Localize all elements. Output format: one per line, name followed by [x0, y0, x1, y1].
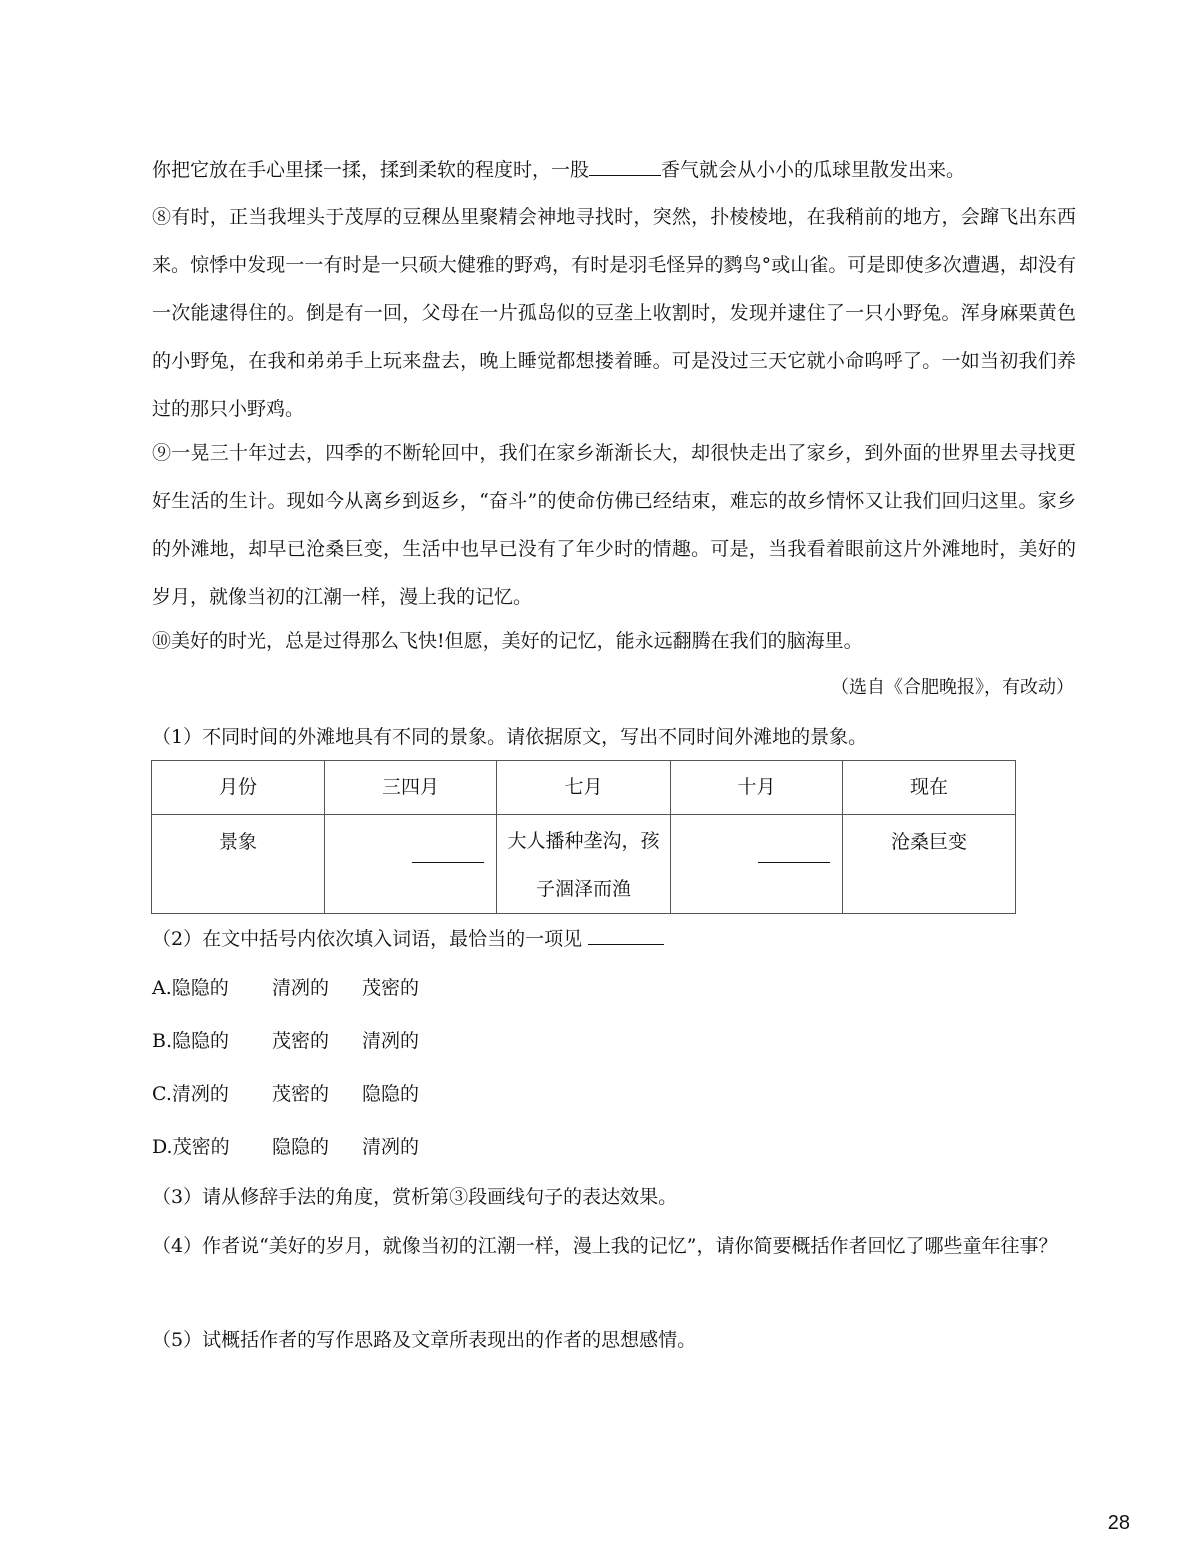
question-1: （1）不同时间的外滩地具有不同的景象。请依据原文，写出不同时间外滩地的景象。	[152, 726, 868, 748]
option-word: C.清冽的	[152, 1083, 229, 1105]
option-d	[152, 1127, 419, 1167]
question-4: （4）作者说“美好的岁月，就像当初的江潮一样，漫上我的记忆”，请你简要概括作者回忆了哪些童年往事？	[152, 1235, 1058, 1257]
option-word: B.隐隐的	[152, 1030, 230, 1052]
table-cell-july: 大人播种垄沟，孩子涸泽而渔	[497, 815, 671, 914]
page-number: 28	[1107, 1512, 1130, 1534]
fill-blank	[758, 840, 830, 863]
table-header-cell: 十月	[671, 761, 843, 815]
table-row	[152, 815, 1016, 914]
fill-blank	[589, 153, 661, 176]
fill-blank	[412, 840, 484, 863]
table-header-cell: 现在	[843, 761, 1016, 815]
fill-blank	[588, 922, 664, 945]
option-word: 隐隐的	[362, 1083, 420, 1105]
option-word: 隐隐的	[272, 1136, 330, 1158]
source-note: （选自《合肥晚报》，有改动）	[831, 677, 1074, 698]
option-b	[152, 1021, 419, 1061]
table-row-label: 景象	[152, 815, 325, 914]
option-word: 清冽的	[362, 1136, 420, 1158]
paragraph-7-text-after: 香气就会从小小的瓜球里散发出来。	[661, 159, 966, 181]
option-c	[152, 1074, 419, 1114]
paragraph-7-text-before: 你把它放在手心里揉一揉，揉到柔软的程度时，一股	[152, 159, 590, 181]
option-word: A.隐隐的	[152, 977, 229, 999]
scene-table	[151, 760, 1016, 914]
table-cell-now: 沧桑巨变	[843, 815, 1016, 914]
paragraph-10: ⑩美好的时光，总是过得那么飞快!但愿，美好的记忆，能永远翻腾在我们的脑海里。	[152, 630, 863, 652]
option-word: 茂密的	[362, 977, 420, 999]
table-header-cell: 三四月	[325, 761, 497, 815]
option-word: 茂密的	[272, 1083, 330, 1105]
option-word: 清冽的	[362, 1030, 420, 1052]
table-cell-blank	[325, 815, 497, 914]
table-header-cell: 月份	[152, 761, 325, 815]
option-word: 茂密的	[272, 1030, 330, 1052]
table-cell-blank	[671, 815, 843, 914]
question-2	[152, 915, 1082, 963]
paragraph-7-tail	[152, 146, 1076, 194]
question-2-text: （2）在文中括号内依次填入词语，最恰当的一项见	[152, 928, 583, 950]
option-a	[152, 968, 419, 1008]
table-header-cell: 七月	[497, 761, 671, 815]
question-3: （3）请从修辞手法的角度，赏析第③段画线句子的表达效果。	[152, 1186, 678, 1208]
option-word: 清冽的	[272, 977, 330, 999]
paragraph-8: ⑧有时，正当我埋头于茂厚的豆稞丛里聚精会神地寻找时，突然，扑棱棱地，在我稍前的地方，会蹿飞出东西来。惊悸中发现一一有时是一只硕大健雅的野鸡，有时是羽毛怪异的鹨鸟°或山雀。可是即使多次遭遇，却没有一次能逮得住的。倒是有一回，父母在一片孤岛似的豆垄上收割时，发现并逮住了一只小野兔。浑身麻栗黄色的小野兔，在我和弟弟手上玩来盘去，晚上睡觉都想搂着睡。可是没过三天它就小命呜呼了。一如当初我们养过的那只小野鸡。	[152, 206, 1076, 420]
table-header-row	[152, 761, 1016, 815]
paragraph-9: ⑨一晃三十年过去，四季的不断轮回中，我们在家乡渐渐长大，却很快走出了家乡，到外面的世界里去寻找更好生活的生计。现如今从离乡到返乡，“奋斗”的使命仿佛已经结束，难忘的故乡情怀又让我们回归这里。家乡的外滩地，却早已沧桑巨变，生活中也早已没有了年少时的情趣。可是，当我看着眼前这片外滩地时，美好的岁月，就像当初的江潮一样，漫上我的记忆。	[152, 442, 1076, 608]
question-5: （5）试概括作者的写作思路及文章所表现出的作者的思想感情。	[152, 1329, 697, 1351]
option-word: D.茂密的	[152, 1136, 230, 1158]
